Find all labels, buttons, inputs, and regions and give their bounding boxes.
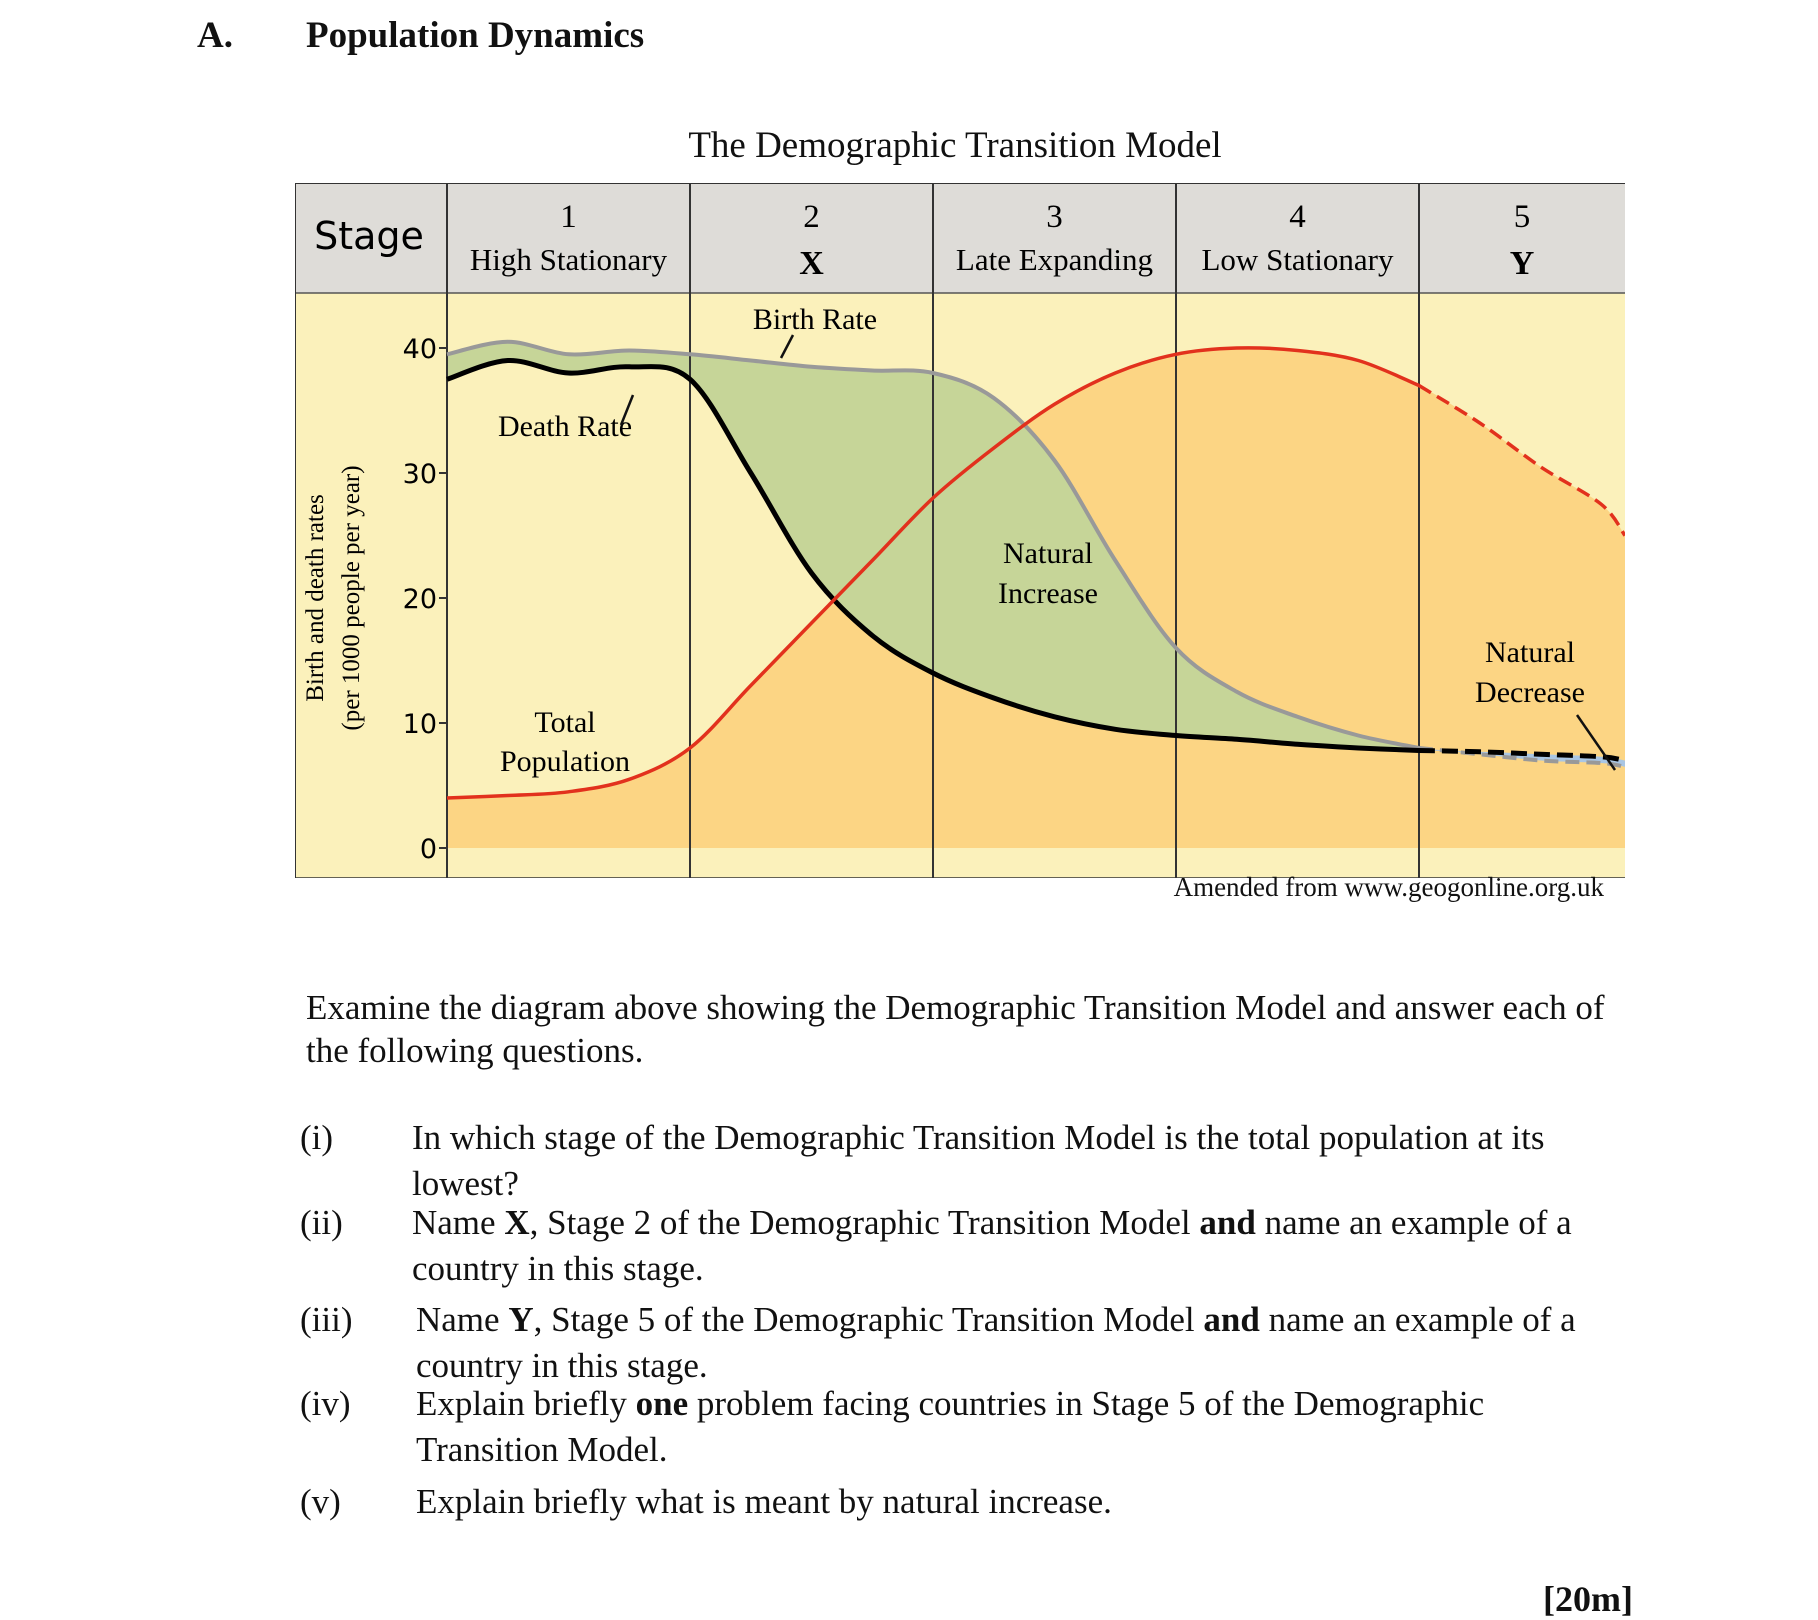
marks-total: [20m] <box>1543 1579 1633 1619</box>
figure-title: The Demographic Transition Model <box>688 125 1222 166</box>
demographic-transition-chart <box>295 183 1625 878</box>
y-tick-label: 0 <box>419 834 437 865</box>
question-v <box>300 1479 1630 1529</box>
question-number: (v) <box>300 1482 341 1521</box>
annotation-natural-increase-line2: Increase <box>998 577 1098 610</box>
annotation-death-rate: Death Rate <box>497 410 633 443</box>
y-axis-label-line2: (per 1000 people per year) <box>338 465 365 731</box>
y-tick-label: 30 <box>402 459 437 490</box>
y-tick-label: 10 <box>402 709 437 740</box>
question-text: Name X, Stage 2 of the Demographic Transition Model and name an example of a country in this stage. <box>412 1203 1572 1288</box>
instructions-text: Examine the diagram above showing the Demographic Transition Model and answer each of the following questions. <box>306 988 1605 1070</box>
question-text: Explain briefly one problem facing countries in Stage 5 of the Demographic Transition Model. <box>416 1384 1485 1469</box>
stage-number: 3 <box>1046 199 1063 235</box>
question-text: Name Y, Stage 5 of the Demographic Transition Model and name an example of a country in this stage. <box>416 1300 1576 1385</box>
stage-name: Y <box>1509 245 1535 282</box>
annotation-natural-decrease-line1: Natural <box>1485 636 1575 669</box>
question-text: Explain briefly what is meant by natural increase. <box>416 1482 1112 1521</box>
question-iv <box>300 1381 1630 1471</box>
stage-number: 1 <box>560 199 577 235</box>
question-number: (iv) <box>300 1384 351 1423</box>
stage-number: 2 <box>803 199 820 235</box>
question-iii <box>300 1297 1630 1387</box>
y-tick-label: 40 <box>402 334 437 365</box>
y-tick-label: 20 <box>402 584 437 615</box>
annotation-total-population-line1: Total <box>534 706 596 739</box>
figure-source: Amended from www.geogonline.org.uk <box>1173 872 1604 902</box>
question-text: In which stage of the Demographic Transition Model is the total population at its lowest? <box>412 1118 1545 1203</box>
section-letter: A. <box>197 15 233 56</box>
annotation-natural-increase-line1: Natural <box>1003 537 1093 570</box>
stage-name: Low Stationary <box>1201 242 1394 277</box>
section-title: Population Dynamics <box>306 15 645 56</box>
question-ii <box>300 1200 1630 1290</box>
stage-name: High Stationary <box>469 242 668 277</box>
question-i <box>300 1115 1630 1205</box>
annotation-total-population-line2: Population <box>499 745 631 778</box>
annotation-birth-rate: Birth Rate <box>752 303 878 336</box>
stage-name: Late Expanding <box>955 242 1154 277</box>
stage-number: 5 <box>1513 199 1531 235</box>
y-axis-label-line1: Birth and death rates <box>302 494 329 702</box>
stage-name: X <box>799 245 824 282</box>
question-number: (i) <box>300 1118 334 1157</box>
question-number: (iii) <box>300 1300 353 1339</box>
stage-number: 4 <box>1289 199 1306 235</box>
chart-svg <box>295 183 1625 878</box>
annotation-natural-decrease-line2: Decrease <box>1475 676 1585 709</box>
question-number: (ii) <box>300 1203 343 1242</box>
stage-header-label: Stage <box>314 214 424 258</box>
